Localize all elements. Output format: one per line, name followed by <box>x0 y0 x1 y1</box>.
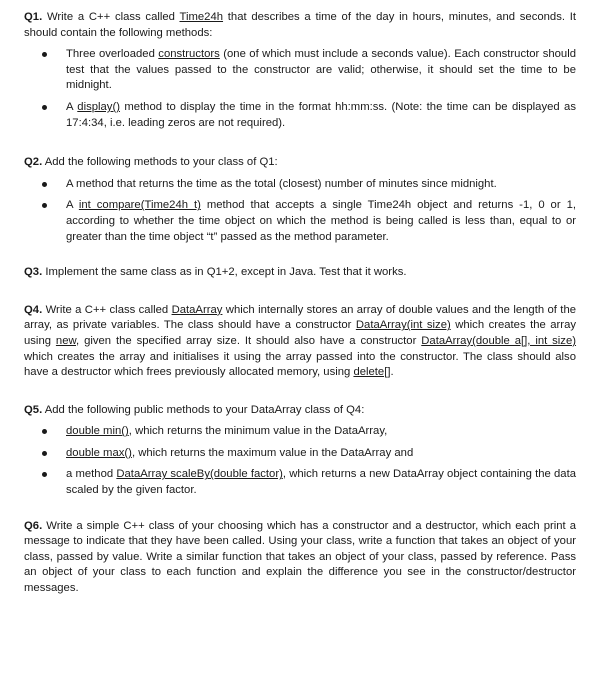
question-1-number: Q1. <box>24 11 43 23</box>
question-5-list <box>24 424 576 498</box>
text-span: , given the specified array size. It should also have a constructor <box>76 334 422 347</box>
bullet-icon <box>42 451 47 456</box>
text-span: Write a simple C++ class of your choosing which has a constructor and a destructor, which each print a message to indicate that they have been called. Using your class, write a function that takes an object of your class, passed by value. Write a similar function that takes an object of your class, passed by reference. Pass an object of your class to each function and explain the difference you see in the constructor/destructor messages. <box>24 519 576 595</box>
question-5 <box>24 403 576 499</box>
question-2-text <box>24 155 576 171</box>
text-span: . <box>390 366 394 379</box>
text-span: (one of which must include a seconds value). Each constructor should test that the values passed to the constructor are valid; otherwise, it should set the time to be midnight. <box>66 48 576 92</box>
text-span: which creates the array and initialises it using the array passed into the constructor. The class should also have a destructor which frees previously allocated memory, using <box>24 350 576 379</box>
question-4-number: Q4. <box>24 303 43 316</box>
display-method-term: display() <box>77 100 120 113</box>
list-item <box>24 446 576 462</box>
text-span: A <box>66 100 78 113</box>
question-6-number: Q6. <box>24 519 43 532</box>
question-2-list <box>24 177 576 245</box>
question-1-intro: Write a C++ class called <box>42 11 180 23</box>
text-span: , which returns a new DataArray object containing the data scaled by the given factor. <box>66 468 576 497</box>
question-1-text <box>24 10 576 41</box>
list-item <box>24 100 576 131</box>
text-span: A <box>66 199 79 212</box>
dataarray-size-constructor-term: DataArray(int size) <box>355 319 451 332</box>
class-name-time24h: Time24h <box>179 11 224 23</box>
new-keyword-term: new <box>55 334 77 347</box>
text-span: method that accepts a single Time24h object and returns -1, 0 or 1, according to whether the time object on which the method is being called is less than, equal to or greater than the time object “t” passed as the method parameter. <box>66 199 576 243</box>
text-span: Add the following public methods to your DataArray class of Q4: <box>42 403 365 416</box>
text-span: Write a C++ class called <box>42 303 172 316</box>
text-span: Three overloaded <box>66 48 159 61</box>
question-2-number: Q2. <box>24 156 43 169</box>
bullet-icon <box>42 203 47 208</box>
scaleby-method-term: DataArray scaleBy(double factor) <box>116 468 283 481</box>
text-span: , which returns the minimum value in the DataArray, <box>128 425 388 438</box>
max-method-term: double max() <box>66 446 132 459</box>
question-1 <box>24 10 576 131</box>
text-span: which internally stores an array of double values and the length of the array, as private variables. The class should have a constructor <box>24 303 577 332</box>
text-span: method to display the time in the format hh:mm:ss. (Note: the time can be displayed as 17:4:34, i.e. leading zeros are not required). <box>66 100 576 129</box>
bullet-icon <box>42 105 47 110</box>
question-5-text <box>24 403 576 419</box>
text-span: Implement the same class as in Q1+2, except in Java. Test that it works. <box>42 266 407 279</box>
min-method-term: double min() <box>66 425 129 438</box>
question-3-text <box>24 265 576 281</box>
list-item <box>24 467 576 498</box>
question-6-text <box>24 519 576 597</box>
delete-keyword-term: delete[] <box>353 366 391 379</box>
compare-method-term: int compare(Time24h t) <box>78 199 201 212</box>
question-3 <box>24 265 576 281</box>
question-2 <box>24 155 576 245</box>
list-item <box>24 47 576 94</box>
dataarray-array-constructor-term: DataArray(double a[], int size) <box>421 334 577 347</box>
question-1-intro-end: that describes a time of the day in hours, minutes, and seconds. It should contain the following methods: <box>24 11 576 39</box>
question-1-list <box>24 47 576 131</box>
text-span: Add the following methods to your class of Q1: <box>42 156 278 169</box>
question-4-text <box>24 303 576 381</box>
list-item <box>24 198 576 245</box>
question-4 <box>24 303 576 381</box>
bullet-icon <box>42 182 47 187</box>
list-item <box>24 177 576 193</box>
question-5-number: Q5. <box>24 403 43 416</box>
question-6 <box>24 519 576 597</box>
dataarray-term: DataArray <box>171 303 223 316</box>
text-span: A method that returns the time as the total (closest) number of minutes since midnight. <box>66 177 497 190</box>
constructors-term: constructors <box>158 48 220 61</box>
question-3-number: Q3. <box>24 266 43 279</box>
text-span: a method <box>66 468 117 481</box>
list-item <box>24 424 576 440</box>
bullet-icon <box>42 472 47 477</box>
text-span: , which returns the maximum value in the DataArray and <box>131 446 414 459</box>
text-span: which creates the array using <box>24 319 576 347</box>
bullet-icon <box>42 429 47 434</box>
bullet-icon <box>42 52 47 57</box>
